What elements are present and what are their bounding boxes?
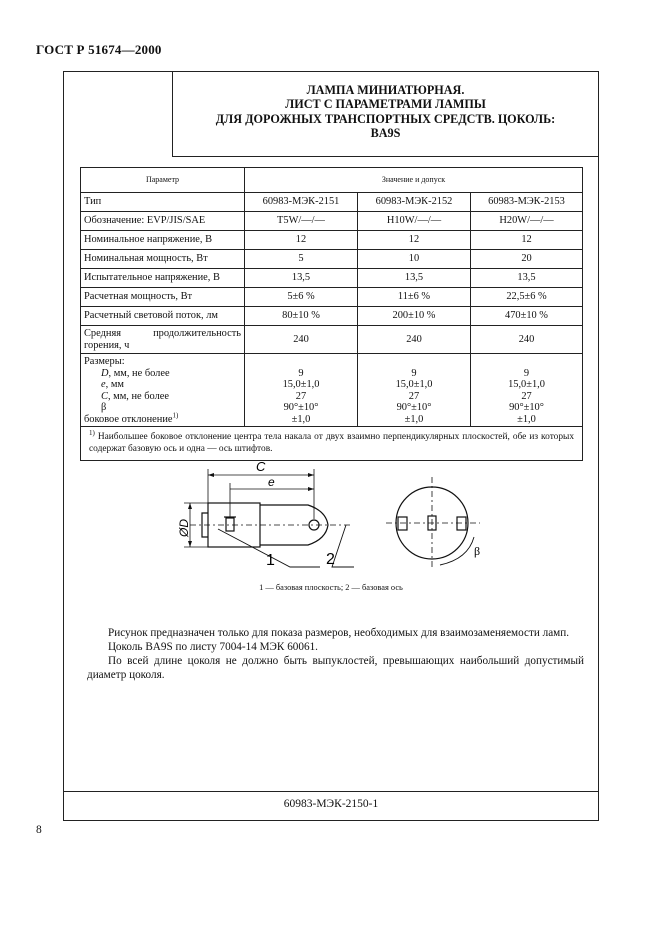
label-C: C — [256, 459, 266, 474]
end-view — [386, 477, 480, 569]
row-label: Номинальная мощность, Вт — [81, 250, 245, 269]
title-line: BA9S — [370, 125, 401, 140]
value-D: 9 — [298, 367, 304, 379]
table-row — [81, 307, 583, 326]
cell: 240 — [245, 326, 358, 354]
header-parameter: Параметр — [81, 168, 245, 193]
title-line: ЛАМПА МИНИАТЮРНАЯ. — [306, 83, 465, 97]
footer-divider — [63, 791, 599, 792]
cell: 13,5 — [245, 269, 358, 288]
cell: H20W/—/— — [471, 212, 583, 231]
sheet-code: 60983-МЭК-2150-1 — [283, 798, 379, 810]
footnote-row — [81, 426, 583, 460]
title-line: ЛИСТ С ПАРАМЕТРАМИ ЛАМПЫ — [285, 97, 486, 112]
row-label-line: Средняя продолжительность — [84, 327, 241, 339]
symbol-e: e — [101, 379, 106, 391]
label-e: e — [268, 475, 275, 489]
table-row — [81, 250, 583, 269]
label-D: ØD — [177, 519, 191, 537]
table-row — [81, 231, 583, 250]
dimensions-labels — [81, 354, 245, 427]
row-label — [81, 326, 245, 354]
cell: 12 — [358, 231, 471, 250]
cell: 13,5 — [358, 269, 471, 288]
cell: T5W/—/— — [245, 212, 358, 231]
footnote-marker: 1) — [89, 428, 95, 437]
arrow — [308, 487, 314, 491]
title-line: ДЛЯ ДОРОЖНЫХ ТРАНСПОРТНЫХ СРЕДСТВ. ЦОКОЛЬ: — [215, 111, 556, 126]
symbol-D: D — [101, 367, 109, 379]
dimensions-column — [358, 354, 471, 427]
arrow — [188, 503, 192, 509]
cell: 12 — [471, 231, 583, 250]
arrow — [308, 473, 314, 477]
cell: 5 — [245, 250, 358, 269]
sheet-title — [172, 83, 599, 140]
table-row — [81, 212, 583, 231]
table-row — [81, 193, 583, 212]
cell: 240 — [358, 326, 471, 354]
label-beta: β — [101, 402, 107, 414]
cell: 470±10 % — [471, 307, 583, 326]
row-label: Расчетный световой поток, лм — [81, 307, 245, 326]
value-D: 9 — [523, 367, 530, 379]
label-1: 1 — [266, 552, 275, 569]
angle-arc — [440, 537, 474, 565]
value-e: 15,0±1,0 — [282, 379, 320, 391]
dimensions-column — [471, 354, 583, 427]
parameters-table — [80, 167, 583, 461]
row-label-line: горения, ч — [84, 339, 130, 351]
value-lateral: ±1,0 — [291, 413, 311, 425]
label-2: 2 — [326, 551, 335, 568]
value-e: 15,0±1,0 — [508, 379, 545, 391]
cell: 20 — [471, 250, 583, 269]
table-header-row — [81, 168, 583, 193]
value-e: 15,0±1,0 — [395, 379, 433, 391]
value-lateral: ±1,0 — [517, 413, 536, 425]
footnote-ref: 1) — [172, 411, 179, 420]
label-e: , мм — [105, 379, 124, 391]
paragraph: По всей длине цоколя не должно быть выпуклостей, превышающих наибольший допустимый диаметр цоколя. — [87, 655, 584, 681]
value-beta: 90°±10° — [283, 402, 319, 414]
header-value: Значение и допуск — [245, 168, 583, 193]
row-label: Испытательное напряжение, В — [81, 269, 245, 288]
footnote-text: Наибольшее боковое отклонение центра тела накала от двух взаимно перпендикулярных плоскостей, обе из которых содержат базовую ось и одна — ось штифтов. — [89, 431, 575, 454]
paragraph: Рисунок предназначен только для показа размеров, необходимых для взаимозаменяемости ламп. — [108, 627, 570, 639]
page-number: 8 — [36, 824, 42, 836]
label-D: , мм, не более — [108, 367, 170, 379]
paragraph: Цоколь BA9S по листу 7004-14 МЭК 60061. — [108, 641, 318, 653]
cell: H10W/—/— — [358, 212, 471, 231]
cell: 240 — [471, 326, 583, 354]
cell: 200±10 % — [358, 307, 471, 326]
value-D: 9 — [411, 367, 417, 379]
row-label: Тип — [81, 193, 245, 212]
footnote — [81, 426, 583, 460]
cell: 60983-МЭК-2153 — [471, 193, 583, 212]
cell: 11±6 % — [358, 288, 471, 307]
cell: 5±6 % — [245, 288, 358, 307]
base-pin — [226, 518, 234, 531]
value-lateral: ±1,0 — [404, 413, 424, 425]
cell: 60983-МЭК-2152 — [358, 193, 471, 212]
row-label: Обозначение: EVP/JIS/SAE — [81, 212, 245, 231]
label-beta: β — [474, 544, 481, 558]
document-code: ГОСТ Р 51674—2000 — [36, 42, 162, 57]
arrow — [188, 541, 192, 547]
lamp-drawing — [177, 459, 500, 585]
cell: 12 — [245, 231, 358, 250]
dimensions-row — [81, 354, 583, 427]
symbol-C: C — [101, 390, 108, 402]
cell: 10 — [358, 250, 471, 269]
arrow — [208, 473, 214, 477]
pin-left — [398, 517, 407, 530]
label-C: , мм, не более — [107, 390, 170, 402]
value-beta: 90°±10° — [396, 402, 432, 414]
table-row — [81, 269, 583, 288]
value-C: 27 — [521, 390, 532, 402]
value-C: 27 — [295, 390, 307, 402]
row-label: Расчетная мощность, Вт — [81, 288, 245, 307]
dimensions-title: Размеры: — [84, 356, 125, 367]
dimensions-column — [245, 354, 358, 427]
arrows — [188, 473, 314, 547]
cell: 13,5 — [471, 269, 583, 288]
pin-right — [457, 517, 466, 530]
body-text — [87, 626, 584, 682]
cell: 80±10 % — [245, 307, 358, 326]
cell: 60983-МЭК-2151 — [245, 193, 358, 212]
table-row — [81, 326, 583, 354]
row-label: Номинальное напряжение, В — [81, 231, 245, 250]
leader-2 — [332, 525, 354, 567]
value-C: 27 — [408, 390, 420, 402]
value-beta: 90°±10° — [509, 402, 544, 414]
cell: 22,5±6 % — [471, 288, 583, 307]
label-lateral: боковое отклонение — [84, 413, 173, 425]
figure-caption: 1 — базовая плоскость; 2 — базовая ось — [259, 583, 403, 592]
table-row — [81, 288, 583, 307]
